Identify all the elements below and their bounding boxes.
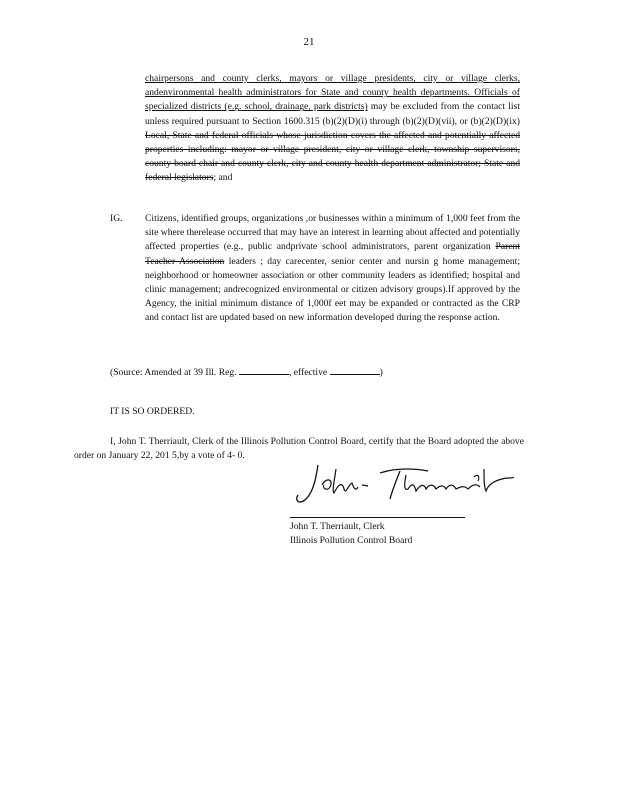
contact-list-paragraph [145, 72, 520, 186]
order-statement: IT IS SO ORDERED. [110, 406, 195, 417]
signature-block [290, 520, 412, 548]
blank-line [239, 365, 289, 375]
source-post: ) [379, 367, 383, 378]
paragraph-text: may be excluded from the contact list unless required pursuant to Section 1600.315 (b)(2)(D)(i) through (b)(2)(D)(vii), or (b)(2)(D)(ix) [145, 101, 520, 127]
certification-sentence: I, John T. Therriault, Clerk of the Illinois Pollution Control Board, certify that the Board adopted the above order on January 22, 201 5,by a vote of 4- 0. [74, 436, 524, 462]
source-mid: , effective [288, 367, 328, 378]
blank-line [330, 365, 380, 375]
handwritten-signature [288, 455, 518, 515]
paragraph-text-end: ; and [213, 172, 233, 184]
signer-organization: Illinois Pollution Control Board [290, 535, 413, 547]
signer-name: John T. Therriault, Clerk [290, 521, 385, 532]
signature-line [290, 517, 465, 518]
paragraph-text-end: leaders ; day carecenter, senior center and nursin g home management; neighborhood or homeowner association or other community leaders as identified; hospital and clinic management; andrecognized environmental or citizen advisory groups).If approved by the Agency, the initial minimum distance of 1,000f eet may be expanded or contracted as the CRP and contact list are updated based on new information developed during the response action. [145, 255, 520, 324]
citizens-paragraph [145, 212, 520, 326]
page-number: 21 [303, 36, 315, 48]
paragraph-text: Citizens, identified groups, organizations ,or businesses within a minimum of 1,000 feet from the site where therelease occurred that may have an interest in learning about affected and potentially affected properties (e.g., public andprivate school administrators, parent organization [145, 213, 520, 253]
source-pre: (Source: Amended at 39 Ill. Reg. [110, 367, 237, 378]
deleted-text: Parent Teacher Association [145, 241, 520, 267]
item-label: IG. [110, 213, 123, 224]
deleted-text: Local, State and federal officials whose jurisdiction covers the affected and potentially affected properties including: mayor or village president, city or village clerk, township supervisors, county board chair and county clerk, city and county health department administrator; State and federal legislators [145, 129, 520, 184]
inserted-text: chairpersons and county clerks, mayors or village presidents, city or village clerks, andenvironmental health administrators for State and county health departments. Officials of specialized districts (e.g. school, drainage, park districts) [145, 73, 520, 113]
source-note [110, 365, 383, 380]
